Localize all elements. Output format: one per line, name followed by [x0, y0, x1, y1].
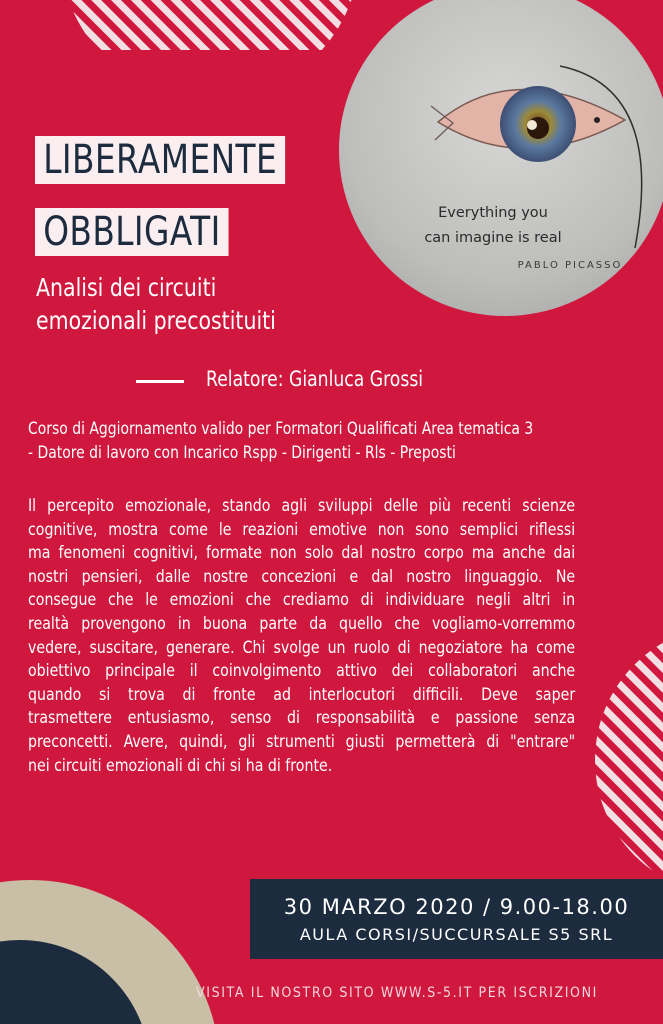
body-line: quando si trova di fronte ad interlocutori difficili. Deve saper [28, 684, 576, 705]
body-line: ma fenomeni cognitivi, formate non solo dal nostro corpo ma anche dai [28, 543, 576, 564]
speaker-name: Relatore: Gianluca Grossi [206, 367, 424, 391]
speaker-dash [136, 380, 184, 383]
body-line: Il percepito emozionale, stando agli sviluppi delle più recenti scienze [28, 496, 576, 516]
body-line: obiettivo principale il coinvolgimento attivo dei collaboratori anche [28, 661, 576, 682]
quote-line-2: can imagine is real [424, 230, 562, 246]
body-line: consegue che le emozioni che crediamo di individuare negli altri in [28, 590, 576, 611]
quote-author: PABLO PICASSO [517, 260, 623, 271]
semicircle-decoration-bottom-left [0, 880, 250, 1024]
course-line-1: Corso di Aggiornamento valido per Formatori Qualificati Area tematica 3 [28, 419, 534, 439]
event-place: AULA CORSI/SUCCURSALE S5 SRL [299, 925, 614, 944]
body-line: vedere, suscitare, generare. Chi svolge un ruolo di negoziatore ha come [28, 637, 576, 658]
event-date: 30 MARZO 2020 / 9.00-18.00 [283, 895, 630, 919]
website-footer: VISITA IL NOSTRO SITO WWW.S-5.IT PER ISCRIZIONI [196, 985, 598, 1001]
body-line: trasmettere entusiasmo, senso di responsabilità e passione senza [28, 708, 576, 729]
title-line-1: LIBERAMENTE [35, 136, 285, 184]
body-paragraph [28, 495, 575, 778]
body-line: preconcetti. Avere, quindi, gli strumenti giusti permetterà di "entrare" [28, 731, 576, 752]
course-line-2: - Datore di lavoro con Incarico Rspp - Dirigenti - Rls - Preposti [28, 443, 456, 463]
body-line: cognitive, mostra come le reazioni emotive non sono semplici riflessi [28, 519, 576, 540]
body-line: realtà provengono in buona parte da quello che vogliamo-vorremmo [28, 613, 576, 634]
subtitle-line-1: Analisi dei circuiti [36, 273, 217, 302]
striped-circle-decoration-right [595, 625, 663, 895]
subtitle-line-2: emozionali precostituiti [36, 306, 276, 335]
course-description [28, 417, 569, 465]
body-line: nostri pensieri, dalle nostre concezioni e dal nostro linguaggio. Ne [28, 566, 576, 587]
title-line-2: OBBLIGATI [35, 208, 229, 256]
body-line: nei circuiti emozionali di chi si ha di fronte. [28, 755, 333, 776]
striped-circle-decoration-top [60, 0, 360, 50]
subtitle [36, 271, 276, 337]
event-info-box [250, 879, 663, 959]
quote-line-1: Everything you [438, 205, 548, 221]
picasso-quote [407, 201, 579, 251]
